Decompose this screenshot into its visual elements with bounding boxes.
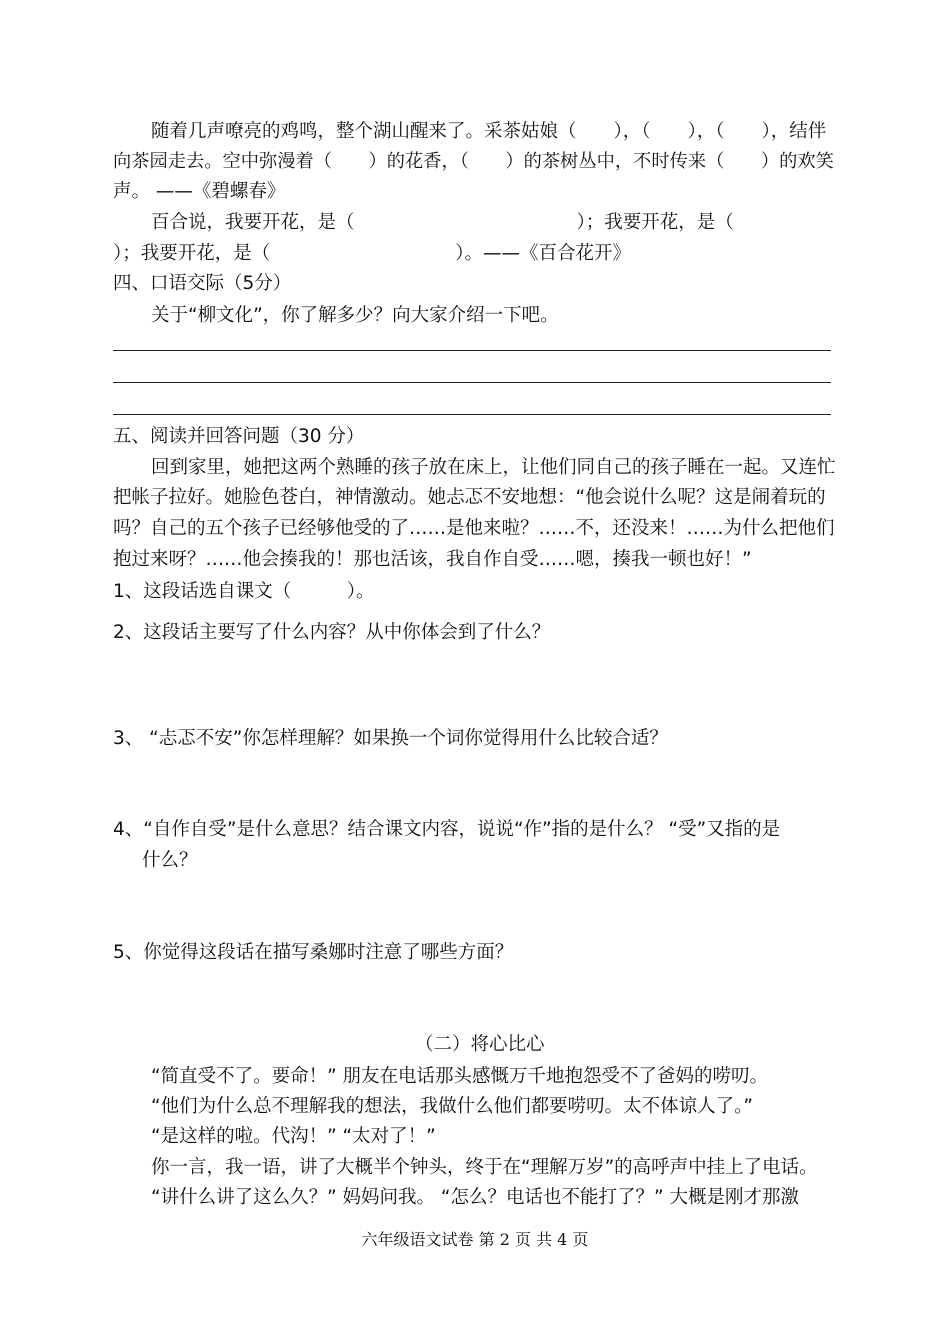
poem2-line-1: 百合说，我要开花，是（ ）；我要开花，是（ xyxy=(151,212,734,233)
page-footer: 六年级语文试卷 第 2 页 共 4 页 xyxy=(361,1230,589,1249)
passage2-title: （二）将心比心 xyxy=(415,1034,545,1055)
question-4-cont: 什么？ xyxy=(142,850,198,871)
passage1-line-3: 吗？自己的五个孩子已经够他受的了……是他来啦？……不，还没来！……为什么把他们 xyxy=(113,518,835,539)
question-3: 3、 “忐忑不安”你怎样理解？如果换一个词你觉得用什么比较合适？ xyxy=(113,728,668,749)
passage2-line-5: “讲什么讲了这么久？” 妈妈问我。 “怎么？电话也不能打了？” 大概是刚才那激 xyxy=(151,1187,799,1208)
poem1-line-1: 随着几声嘹亮的鸡鸣，整个湖山醒来了。采茶姑娘（ ），（ ），（ ），结伴 xyxy=(151,121,827,142)
answer-line-1 xyxy=(113,350,831,351)
section4-prompt: 关于“柳文化”，你了解多少？向大家介绍一下吧。 xyxy=(151,305,559,326)
question-4: 4、“自作自受”是什么意思？结合课文内容，说说“作”指的是什么？ “受”又指的是 xyxy=(113,819,781,840)
passage1-line-1: 回到家里，她把这两个熟睡的孩子放在床上，让他们同自己的孩子睡在一起。又连忙 xyxy=(151,457,836,478)
question-5: 5、你觉得这段话在描写桑娜时注意了哪些方面？ xyxy=(113,942,514,963)
passage2-line-1: “简直受不了。要命！” 朋友在电话那头感慨万千地抱怨受不了爸妈的唠叨。 xyxy=(151,1066,769,1087)
answer-line-2 xyxy=(113,382,831,383)
question-1: 1、这段话选自课文（ ）。 xyxy=(113,581,375,602)
section4-heading: 四、口语交际（5分） xyxy=(113,273,292,294)
passage2-line-4: 你一言，我一语，讲了大概半个钟头，终于在“理解万岁”的高呼声中挂上了电话。 xyxy=(151,1157,818,1178)
passage1-line-2: 把帐子拉好。她脸色苍白，神情激动。她忐忑不安地想：“他会说什么呢？这是闹着玩的 xyxy=(113,487,826,508)
passage2-line-3: “是这样的啦。代沟！” “太对了！” xyxy=(151,1126,436,1147)
poem1-line-3: 声。 ——《碧螺春》 xyxy=(113,181,286,202)
poem1-line-2: 向茶园走去。空中弥漫着（ ）的花香，（ ）的茶树丛中，不时传来（ ）的欢笑 xyxy=(113,151,834,172)
passage1-line-4: 抱过来呀？……他会揍我的！那也活该，我自作自受……嗯，揍我一顿也好！” xyxy=(113,549,752,570)
answer-line-3 xyxy=(113,414,831,415)
question-2: 2、这段话主要写了什么内容？从中你体会到了什么？ xyxy=(113,622,551,643)
section5-heading: 五、阅读并回答问题（30 分） xyxy=(113,426,365,447)
passage2-line-2: “他们为什么总不理解我的想法，我做什么他们都要唠叨。太不体谅人了。” xyxy=(151,1096,753,1117)
poem2-line-2: ）；我要开花，是（ ）。——《百合花开》 xyxy=(113,243,632,264)
